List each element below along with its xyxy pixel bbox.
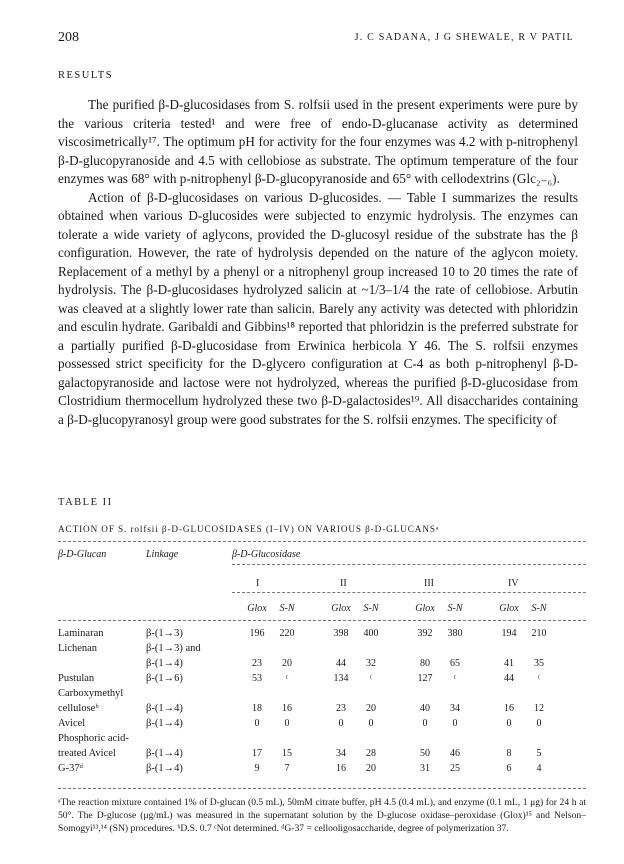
- table-row-linkage: β-(1→6): [146, 673, 183, 684]
- sub-header-2: Glox: [331, 603, 351, 614]
- table-cell: 4: [536, 763, 542, 774]
- sub-header-6: Glox: [499, 603, 519, 614]
- table-cell: 400: [363, 628, 379, 639]
- enzyme-label-iv: IV: [508, 578, 519, 589]
- footnote-text: ᵃThe reaction mixture contained 1% of D-glucan (0.5 mL), 50mM citrate buffer, pH 4.5 (0.4 mL), and enzyme (0.1 mL, 1 μg) for 24 h at 50°. The D-glucose (μg/mL) was measured in the supernatant solution by the D-glucose oxidase–peroxidase (Glox)¹⁵ and Nelson–Somogyi¹³,¹⁴ (SN) procedures. ᵇD.S. 0.7 ᶜNot determined. ᵈG-37 = cellooligosaccharide, degree of polymerization 37.: [58, 797, 586, 834]
- header-enzyme: β-D-Glucosidase: [232, 549, 301, 560]
- table-row-linkage: β-(1→4): [146, 748, 183, 759]
- table-cell: ᶜ: [537, 673, 541, 684]
- table-row-name: Carboxymethyl: [58, 688, 124, 699]
- enzyme-label-ii: II: [340, 578, 347, 589]
- table-cell: 44: [336, 658, 346, 669]
- table-row-linkage: β-(1→4): [146, 658, 183, 669]
- table-cell: 53: [252, 673, 262, 684]
- table-row-linkage: β-(1→4): [146, 703, 183, 714]
- table-cell: 0: [506, 718, 512, 729]
- table-cell: 7: [284, 763, 290, 774]
- table-cell: 35: [534, 658, 544, 669]
- table-cell: 65: [450, 658, 460, 669]
- table-cell: 210: [531, 628, 547, 639]
- table-row-name: G-37ᵈ: [58, 763, 83, 774]
- sub-header-7: S-N: [531, 603, 547, 614]
- table-cell: 40: [420, 703, 430, 714]
- table-label: TABLE II: [58, 497, 113, 508]
- table-cell: 46: [450, 748, 460, 759]
- table-cell: 127: [417, 673, 433, 684]
- enzyme-sub-rule: [232, 592, 586, 593]
- table-cell: 5: [536, 748, 542, 759]
- table-cell: 44: [504, 673, 514, 684]
- paragraph-2: Action of β-D-glucosidases on various D-glucosides. — Table I summarizes the results obtained when various D-glucosides were subjected to enzymic hydrolysis. The enzymes can tolerate a wide variety of aglycons, provided the D-glucosyl residue of the substrate has the β configuration. However, the rate of hydrolysis depended on the nature of the aglycon moiety. Replacement of a methyl by a phenyl or a nitrophenyl group increased 10 to 20 times the rate of hydrolysis. The β-D-glucosidases hydrolyzed salicin at ~1/3–1/4 the rate of cellobiose. Arbutin was cleaved at a slightly lower rate than salicin. Barely any activity was detected with phloridzin and esculin hydrate. Garibaldi and Gibbins¹⁸ reported that phloridzin is the preferred substrate for a partially purified β-D-glucosidase from Erwinica herbicola Y 46. The S. rolfsii enzymes possessed strict specificity for the D-glycero configuration at C-4 as both p-nitrophenyl β-D-galactopyranoside and lactose were not hydrolyzed, whereas the purified β-D-glucosidase from Clostridium thermocellum hydrolyzed these two β-D-galactosides¹⁹. All disaccharides containing a β-D-glucopyranosyl group were good substrates for the S. rolfsii enzymes. The specificity of: [58, 189, 578, 427]
- paragraph-1: The purified β-D-glucosidases from S. rolfsii used in the present experiments were pure by the various criteria tested¹ and were free of endo-D-glucanase activity as determined viscosimetrically¹⁷. The optimum pH for activity for the four enzymes was 4.2 with p-nitrophenyl β-D-glucopyranoside and 4.5 with cellobiose as substrate. The optimum temperature of the four enzymes was 68° with p-nitrophenyl β-D-glucopyranoside and 65° with cellodextrins (Glc₂₋₆).: [58, 97, 578, 186]
- table-footnote: [58, 796, 586, 835]
- table-cell: 8: [506, 748, 512, 759]
- body-text: [58, 96, 578, 429]
- table-cell: 28: [366, 748, 376, 759]
- table-row-name: treated Avicel: [58, 748, 116, 759]
- table-cell: 0: [284, 718, 290, 729]
- table-row-name: Laminaran: [58, 628, 104, 639]
- table-cell: 18: [252, 703, 262, 714]
- header-linkage: Linkage: [146, 549, 179, 560]
- table-cell: 392: [417, 628, 433, 639]
- sub-header-4: Glox: [415, 603, 435, 614]
- table-cell: 16: [336, 763, 346, 774]
- table-cell: 0: [368, 718, 374, 729]
- table-row-name: celluloseᵇ: [58, 703, 99, 714]
- section-heading: RESULTS: [58, 70, 114, 81]
- table-cell: 134: [333, 673, 349, 684]
- header-glucan: β-D-Glucan: [58, 549, 107, 560]
- table-cell: 41: [504, 658, 514, 669]
- table-cell: 220: [279, 628, 295, 639]
- table-cell: 16: [282, 703, 292, 714]
- table-row-name: Avicel: [58, 718, 86, 729]
- sub-header-1: S-N: [279, 603, 295, 614]
- table-cell: 16: [504, 703, 514, 714]
- table-cell: 34: [450, 703, 460, 714]
- table-cell: ᶜ: [285, 673, 289, 684]
- table-cell: 25: [450, 763, 460, 774]
- table-cell: 20: [366, 763, 376, 774]
- table-cell: 0: [254, 718, 260, 729]
- table-row-linkage: β-(1→4): [146, 763, 183, 774]
- table-cell: 20: [282, 658, 292, 669]
- table-cell: 194: [501, 628, 517, 639]
- table-row-name: Phosphoric acid-: [58, 733, 129, 744]
- enzyme-label-i: I: [256, 578, 260, 589]
- enzyme-group-rule: [232, 564, 586, 565]
- table-cell: 34: [336, 748, 346, 759]
- table-cell: 12: [534, 703, 544, 714]
- table-cell: 0: [422, 718, 428, 729]
- table-cell: 0: [452, 718, 458, 729]
- table-cell: 9: [254, 763, 260, 774]
- table-cell: 31: [420, 763, 430, 774]
- table-cell: 0: [536, 718, 542, 729]
- table-row-name: Pustulan: [58, 673, 95, 684]
- table-cell: 398: [333, 628, 349, 639]
- running-header-authors: J. C SADANA, J G SHEWALE, R V PATIL: [354, 32, 574, 43]
- table-cell: 20: [366, 703, 376, 714]
- sub-header-5: S-N: [447, 603, 463, 614]
- table-caption: ACTION OF S. rolfsii β-D-GLUCOSIDASES (I–IV) ON VARIOUS β-D-GLUCANSᵃ: [58, 524, 440, 534]
- table-cell: 196: [249, 628, 265, 639]
- table-row-name: Lichenan: [58, 643, 98, 654]
- table-header-rule: [58, 620, 586, 621]
- sub-header-3: S-N: [363, 603, 379, 614]
- table-cell: 80: [420, 658, 430, 669]
- table-row-linkage: β-(1→3) and: [146, 643, 201, 654]
- table-cell: ᶜ: [453, 673, 457, 684]
- enzyme-label-iii: III: [424, 578, 434, 589]
- table-cell: 23: [336, 703, 346, 714]
- table-row-linkage: β-(1→4): [146, 718, 183, 729]
- table-cell: 17: [252, 748, 262, 759]
- table-cell: 23: [252, 658, 262, 669]
- table-row-linkage: β-(1→3): [146, 628, 183, 639]
- page-number: 208: [58, 30, 79, 45]
- sub-header-0: Glox: [247, 603, 267, 614]
- table-cell: 380: [447, 628, 463, 639]
- table-cell: 0: [338, 718, 344, 729]
- table-top-rule: [58, 541, 586, 542]
- table-bottom-rule: [58, 788, 586, 789]
- table-cell: 15: [282, 748, 292, 759]
- table-cell: ᶜ: [369, 673, 373, 684]
- table-cell: 6: [506, 763, 512, 774]
- table-cell: 50: [420, 748, 430, 759]
- table-cell: 32: [366, 658, 376, 669]
